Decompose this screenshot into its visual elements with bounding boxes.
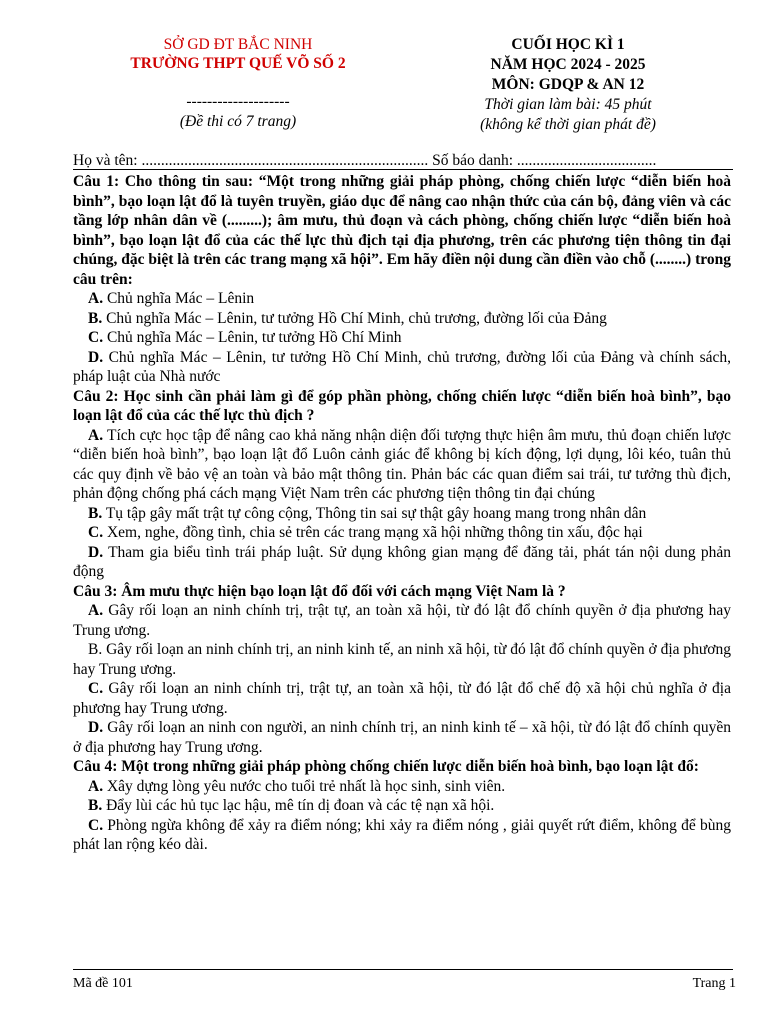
option-text: Gây rối loạn an ninh con người, an ninh chính trị, an ninh kinh tế – xã hội, từ đó lật đổ chính quyền ở địa phương hay Trung ương. [73,719,731,756]
question-3-option-c [73,679,731,718]
exam-code: Mã đề 101 [73,976,133,991]
header-rule [73,169,733,170]
question-4 [73,757,731,777]
question-1-option-d [73,348,731,387]
student-info-line [73,151,733,170]
footer-rule [73,969,733,970]
option-text: Xây dựng lòng yêu nước cho tuổi trẻ nhất là học sinh, sinh viên. [103,777,506,795]
option-letter: B. [88,797,103,814]
option-letter: C. [88,816,104,834]
option-letter: B. [88,309,103,327]
option-letter: B. [88,504,103,522]
question-1-option-a [73,289,731,309]
question-text: Học sinh cần phải làm gì để góp phần phòng, chống chiến lược “diễn biến hoà bình”, bạo loạn lật đổ của các thế lực thù địch ? [73,387,731,424]
option-text: Đẩy lùi các hủ tục lạc hậu, mê tín dị đoan và các tệ nạn xã hội. [102,797,495,814]
question-4-option-c [73,816,731,855]
option-letter: C. [88,329,104,346]
exam-title: CUỐI HỌC KÌ 1 [511,36,625,53]
option-text: Gây rối loạn an ninh chính trị, an ninh kinh tế, an ninh xã hội, từ đó lật đổ chính quyền ở địa phương hay Trung ương. [73,641,731,678]
name-field: .......................................................................... [141,152,429,169]
questions-body [73,172,731,855]
candidate-number-label: Số báo danh: [428,152,517,169]
header-right [418,35,718,135]
option-letter: D. [88,543,104,561]
question-3-option-a [73,601,731,640]
question-text: Cho thông tin sau: “Một trong những giải pháp phòng, chống chiến lược “diễn biến hoà bình”, bạo loạn lật đổ là tuyên truyền, giáo dục để nâng cao nhận thức của cán bộ, đảng viên và các tầng lớp nhân dân về (.........); âm mưu, thủ đoạn và cách phòng, chống chiến lược “diễn biến hoà bình”, bạo loạn lật đổ của các thế lực thù địch tại địa phương, trên các phương tiện thông tin đại chúng, đặc biệt là trên các trang mạng xã hội”. Em hãy điền nội dung cần điền vào chỗ (........) trong câu trên: [73,173,731,288]
candidate-number-field: .................................... [516,152,657,169]
duration: Thời gian làm bài: 45 phút [484,96,652,113]
department-name: SỞ GD ĐT BẮC NINH [163,36,313,53]
question-label: Câu 3: [73,582,118,600]
option-text: Xem, nghe, đồng tình, chia sẻ trên các trang mạng xã hội những thông tin xấu, độc hại [103,524,643,541]
option-text: Phòng ngừa không để xảy ra điểm nóng; khi xảy ra điểm nóng , giải quyết rứt điểm, không để bùng phát lan rộng kéo dài. [73,816,731,853]
name-label: Họ và tên: [73,152,142,169]
option-letter: A. [88,602,104,619]
question-text: Âm mưu thực hiện bạo loạn lật đổ đối với cách mạng Việt Nam là ? [117,582,566,600]
option-text: Gây rối loạn an ninh chính trị, trật tự, an toàn xã hội, từ đó lật đổ chế độ xã hội chủ nghĩa ở địa phương hay Trung ương. [73,680,731,717]
school-name: TRƯỜNG THPT QUẾ VÕ SỐ 2 [130,55,346,72]
question-2-option-b [73,504,731,524]
option-letter: A. [88,777,104,795]
question-3-option-d [73,718,731,757]
option-text: Chủ nghĩa Mác – Lênin, tư tưởng Hồ Chí Minh [103,329,402,346]
question-1-option-c [73,328,731,348]
question-3 [73,582,731,602]
question-3-option-b [73,640,731,679]
question-1 [73,172,731,289]
option-text: Tham gia biểu tình trái pháp luật. Sử dụng không gian mạng để đăng tải, phát tán nội dung phản động [73,543,731,580]
page-number: Trang 1 [692,976,736,991]
option-letter: A. [88,426,104,444]
option-letter: D. [88,348,104,366]
question-text: Một trong những giải pháp phòng chống chiến lược diễn biến hoà bình, bạo loạn lật đổ: [117,758,699,775]
question-2-option-a [73,426,731,504]
option-text: Chủ nghĩa Mác – Lênin [103,290,255,307]
question-2-option-c [73,523,731,543]
option-text: Gây rối loạn an ninh chính trị, trật tự, an toàn xã hội, từ đó lật đổ chính quyền ở địa phương hay Trung ương. [73,602,731,639]
question-label: Câu 2: [73,387,119,405]
option-text: Chủ nghĩa Mác – Lênin, tư tưởng Hồ Chí Minh, chủ trương, đường lối của Đảng và chính sách, pháp luật của Nhà nước [73,348,731,385]
question-2 [73,387,731,426]
option-text: Tích cực học tập để nâng cao khả năng nhận diện đối tượng thực hiện âm mưu, thủ đoạn chiến lược “diễn biến hoà bình”, bạo loạn lật đổ Luôn cảnh giác để không bị kích động, lợi dụng, lôi kéo, tuân thủ các quy định về bảo vệ an toàn và bảo mật thông tin. Phản bác các quan điểm sai trái, tư tưởng thù địch, phản động chống phá cách mạng Việt Nam trên các phương tiện thông tin đại chúng [73,426,731,502]
question-1-option-b [73,309,731,329]
duration-note: (không kể thời gian phát đề) [480,116,656,133]
header-separator: -------------------- [186,93,290,110]
question-label: Câu 1: [73,173,120,190]
question-label: Câu 4: [73,758,118,775]
option-text: Tụ tập gây mất trật tự công cộng, Thông tin sai sự thật gây hoang mang trong nhân dân [102,504,647,522]
option-letter: B. [88,641,103,658]
option-letter: A. [88,290,104,307]
option-text: Chủ nghĩa Mác – Lênin, tư tưởng Hồ Chí Minh, chủ trương, đường lối của Đảng [102,309,607,327]
question-4-option-b [73,796,731,816]
school-year: NĂM HỌC 2024 - 2025 [490,56,646,73]
header-left [88,35,388,132]
option-letter: D. [88,719,104,736]
question-2-option-d [73,543,731,582]
subject: MÔN: GDQP & AN 12 [491,76,645,93]
question-4-option-a [73,777,731,797]
pages-note: (Đề thi có 7 trang) [179,113,297,130]
option-letter: C. [88,680,104,697]
option-letter: C. [88,524,104,541]
